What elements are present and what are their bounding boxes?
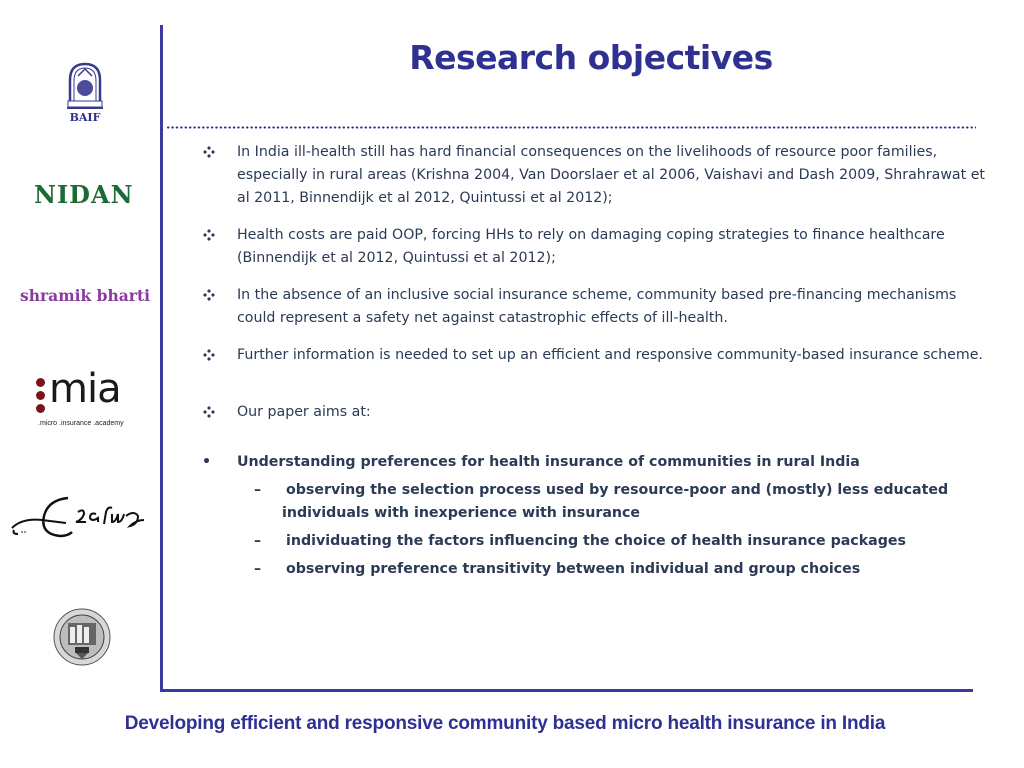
frame-bottom-line	[160, 689, 973, 692]
list-item	[198, 401, 988, 424]
bullet-text: In the absence of an inclusive social insurance scheme, community based pre-financing mechanisms could represent a safety net against catastrophic effects of ill-health.	[237, 287, 957, 326]
aim-sub-text: observing preference transitivity between individual and group choices	[286, 561, 861, 577]
diamond-bullet-icon	[201, 224, 217, 247]
signature-icon	[8, 490, 148, 546]
mia-logo	[36, 366, 146, 432]
seal-icon	[52, 607, 112, 667]
frame-vertical-line	[160, 25, 163, 692]
nidan-logo: NIDAN	[34, 180, 134, 209]
bullet-text: Our paper aims at:	[237, 404, 371, 420]
mia-wordmark: mia	[49, 366, 121, 412]
slide-footer: Developing efficient and responsive community based micro health insurance in India	[124, 713, 886, 734]
diamond-bullet-icon	[201, 344, 217, 367]
bullet-text: Health costs are paid OOP, forcing HHs to rely on damaging coping strategies to finance healthcare (Binnendijk et al 2012, Quintussi et al 2012);	[237, 227, 945, 266]
mia-tagline: .micro .insurance .academy	[38, 420, 124, 427]
dot-bullet-icon: •	[202, 454, 212, 470]
shramik-bharti-logo: shramik bharti	[20, 286, 150, 305]
list-item	[198, 141, 988, 210]
page-title: Research objectives	[409, 38, 773, 77]
dash-bullet-icon: –	[254, 482, 262, 498]
dash-bullet-icon: –	[254, 561, 262, 577]
aim-main-item	[198, 451, 988, 474]
erasmus-logo	[8, 490, 148, 546]
diamond-bullet-icon	[201, 284, 217, 307]
bullet-text: In India ill-health still has hard financial consequences on the livelihoods of resource poor families, especially in rural areas (Krishna 2004, Van Doorslaer et al 2006, Vaishavi and Dash 2009, Shrahrawat et al 2011, Binnendijk et al 2012, Quintussi et al 2012);	[237, 144, 985, 206]
diamond-bullet-icon	[201, 401, 217, 424]
aim-sub-text: observing the selection process used by resource-poor and (mostly) less educated individuals with inexperience with insurance	[282, 482, 949, 521]
slide-body	[198, 141, 988, 586]
emblem-icon	[58, 58, 112, 124]
university-seal-logo	[52, 607, 112, 667]
aim-sub-item	[198, 479, 988, 525]
aim-sub-item	[198, 558, 988, 581]
list-item	[198, 344, 988, 367]
svg-text:BAIF: BAIF	[69, 111, 101, 124]
list-item	[198, 224, 988, 270]
list-item	[198, 284, 988, 330]
aim-sub-text: individuating the factors influencing the choice of health insurance packages	[286, 533, 906, 549]
baif-logo	[58, 58, 112, 124]
aim-sub-item	[198, 530, 988, 553]
diamond-bullet-icon	[201, 141, 217, 164]
bullet-text: Further information is needed to set up an efficient and responsive community-based insurance scheme.	[237, 347, 983, 363]
mia-dots-icon	[36, 378, 46, 417]
title-dotted-divider	[166, 126, 976, 129]
aim-main-text: Understanding preferences for health insurance of communities in rural India	[237, 454, 860, 470]
dash-bullet-icon: –	[254, 533, 262, 549]
